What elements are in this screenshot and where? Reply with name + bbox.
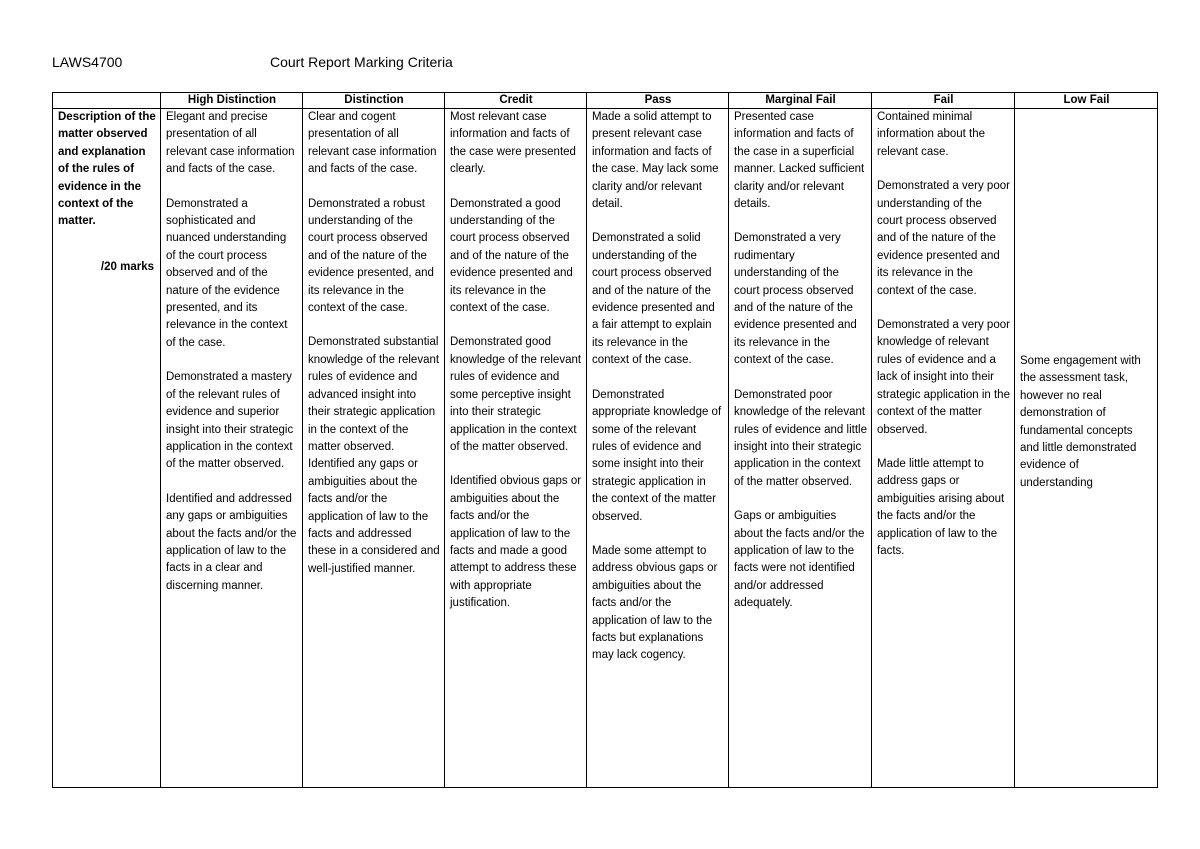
cell-high-distinction: [161, 109, 303, 788]
mf-understanding: Demonstrated a very rudimentary understanding of the court process observed and of the nature of the evidence presented and its relevance in the context of the case.: [734, 232, 857, 367]
header-credit: Credit: [445, 93, 587, 109]
p-presentation: Made a solid attempt to present relevant case information and facts of the case. May lack some clarity and/or relevant detail.: [592, 111, 719, 211]
mf-presentation: Presented case information and facts of the case in a superficial manner. Lacked sufficient clarity and/or relevant details.: [734, 111, 865, 211]
marking-criteria-table: [52, 92, 1158, 788]
table-header-row: [53, 93, 1158, 109]
f-presentation: Contained minimal information about the relevant case.: [877, 111, 986, 158]
c-gaps: Identified obvious gaps or ambiguities about the facts and/or the application of law to the facts and made a good attempt to address these with appropriate justification.: [450, 475, 582, 610]
c-understanding: Demonstrated a good understanding of the court process observed and of the nature of the evidence presented and its relevance in the context of the case.: [450, 197, 573, 315]
p-understanding: Demonstrated a solid understanding of the court process observed and of the nature of the evidence presented and a fair attempt to explain its relevance in the context of the case.: [592, 232, 715, 367]
cell-credit: [445, 109, 587, 788]
f-understanding: Demonstrated a very poor understanding of the court process observed and of the nature of the evidence presented and its relevance in the context of the case.: [877, 180, 1010, 297]
lf-description: Some engagement with the assessment task, however no real demonstration of fundamental concepts and little demonstrated evidence of understanding: [1020, 355, 1141, 489]
d-knowledge: Demonstrated substantial knowledge of the relevant rules of evidence and advanced insight into their strategic application in the context of the matter observed.: [308, 336, 440, 453]
hd-knowledge: Demonstrated a mastery of the relevant rules of evidence and superior insight into their strategic application in the context of the matter observed.: [166, 371, 294, 471]
header-fail: Fail: [872, 93, 1015, 109]
criterion-cell: [53, 109, 161, 788]
cell-distinction: [303, 109, 445, 788]
course-code: LAWS4700: [52, 54, 123, 70]
cell-fail: [872, 109, 1015, 788]
d-understanding: Demonstrated a robust understanding of the court process observed and of the nature of the evidence presented, and its relevance in the context of the case.: [308, 197, 434, 315]
cell-low-fail: [1015, 109, 1158, 788]
low-fail-spacer: [1020, 109, 1153, 353]
cell-marginal-fail: [729, 109, 872, 788]
criterion-description: Description of the matter observed and explanation of the rules of evidence in the context of the matter.: [58, 111, 156, 228]
header-marginal-fail: Marginal Fail: [729, 93, 872, 109]
document-title: Court Report Marking Criteria: [270, 54, 453, 70]
hd-understanding: Demonstrated a sophisticated and nuanced understanding of the court process observed and of the nature of the evidence presented, and its relevance in the context of the case.: [166, 197, 288, 349]
hd-gaps: Identified and addressed any gaps or ambiguities about the facts and/or the application of law to the facts in a clear and discerning manner.: [166, 492, 297, 592]
mf-gaps: Gaps or ambiguities about the facts and/or the application of law to the facts were not identified and/or addressed adequately.: [734, 510, 865, 610]
header-pass: Pass: [587, 93, 729, 109]
f-knowledge: Demonstrated a very poor knowledge of relevant rules of evidence and a lack of insight into their strategic application in the context of the matter observed.: [877, 319, 1010, 436]
criterion-marks: /20 marks: [100, 260, 154, 273]
header-high-distinction: High Distinction: [161, 93, 303, 109]
mf-knowledge: Demonstrated poor knowledge of the relevant rules of evidence and little insight into their strategic application in the context of the matter observed.: [734, 388, 867, 488]
d-gaps: Identified any gaps or ambiguities about the facts and/or the application of law to the facts and addressed these in a considered and well-justified manner.: [308, 458, 440, 575]
c-knowledge: Demonstrated good knowledge of the relevant rules of evidence and some perceptive insight into their strategic application in the context of the matter observed.: [450, 336, 582, 453]
p-knowledge: Demonstrated appropriate knowledge of some of the relevant rules of evidence and some insight into their strategic application in the context of the matter observed.: [592, 388, 722, 523]
header-low-fail: Low Fail: [1015, 93, 1158, 109]
table-row: [53, 109, 1158, 788]
p-gaps: Made some attempt to address obvious gaps or ambiguities about the facts and/or the application of law to the facts but explanations may lack cogency.: [592, 544, 718, 662]
d-presentation: Clear and cogent presentation of all relevant case information and facts of the case.: [308, 111, 437, 176]
header-empty: [53, 93, 161, 109]
hd-presentation: Elegant and precise presentation of all relevant case information and facts of the case.: [166, 111, 295, 176]
header-distinction: Distinction: [303, 93, 445, 109]
f-gaps: Made little attempt to address gaps or ambiguities arising about the facts and/or the application of law to the facts.: [877, 457, 1005, 557]
c-presentation: Most relevant case information and facts of the case were presented clearly.: [450, 111, 576, 176]
cell-pass: [587, 109, 729, 788]
